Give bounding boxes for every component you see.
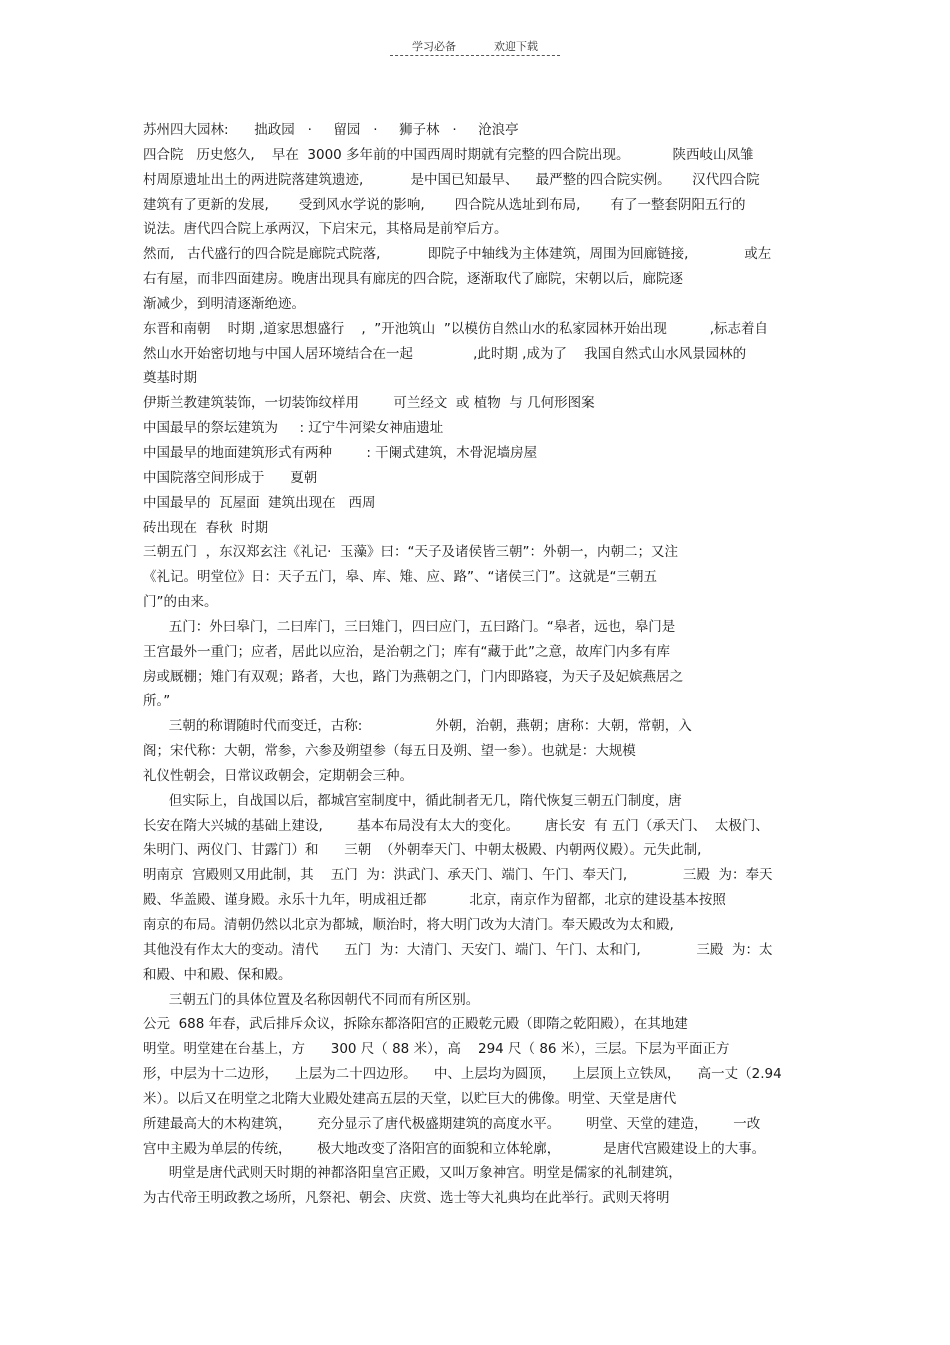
text-line: 四合院 历史悠久, 早在 3000 多年前的中国西周时期就有完整的四合院出现。 陕西岐山凤雏: [143, 146, 754, 163]
text-line: 公元 688 年春，武后排斥众议，拆除东都洛阳宫的正殿乾元殿（即隋之乾阳殿），在其地建: [143, 1016, 688, 1033]
text-line: 渐减少，到明清逐渐绝迹。: [143, 295, 305, 312]
text-line: 朱明门、两仪门、甘露门）和 三朝 （外朝奉天门、中朝太极殿、内朝两仪殿）。元失此制,: [143, 842, 702, 859]
text-line: 为古代帝王明政教之场所，凡祭祀、朝会、庆赏、选士等大礼典均在此举行。武则天将明: [143, 1190, 670, 1207]
text-line: 三朝五门的具体位置及名称因朝代不同而有所区别。: [143, 991, 480, 1008]
text-line: 但实际上，自战国以后，都城宫室制度中，循此制者无几，隋代恢复三朝五门制度，唐: [143, 792, 682, 809]
text-line: 说法。唐代四合院上承两汉，下启宋元，其格局是前窄后方。: [143, 221, 508, 238]
text-line: 中国最早的地面建筑形式有两种 : 干阑式建筑，木骨泥墙房屋: [143, 444, 538, 461]
text-line: 五门：外曰皋门，二曰库门，三曰雉门，四曰应门，五曰路门。“皋者，远也，皋门是: [143, 618, 676, 635]
text-line: 中国最早的 瓦屋面 建筑出现在 西周: [143, 494, 376, 511]
text-line: 村周原遗址出土的两进院落建筑遗迹, 是中国已知最早、 最严整的四合院实例。 汉代四合院: [143, 171, 760, 188]
text-line: 右有屋，而非四面建房。晚唐出现具有廊庑的四合院，逐渐取代了廊院，宋朝以后，廊院逐: [143, 271, 683, 288]
text-line: 长安在隋大兴城的基础上建设, 基本布局没有太大的变化。 唐长安 有 五门（承天门、 太极门、: [143, 817, 769, 834]
text-line: 三朝五门 ，东汉郑玄注《礼记· 玉藻》曰：“天子及诸侯皆三朝”：外朝一，内朝二；又注: [143, 544, 678, 561]
document-body: [143, 118, 805, 1211]
text-line: 所建最高大的木构建筑， 充分显示了唐代极盛期建筑的高度水平。 明堂、天堂的建造， 一改: [143, 1115, 761, 1132]
text-line: 明堂是唐代武则天时期的神都洛阳皇宫正殿，又叫万象神宫。明堂是儒家的礼制建筑，: [143, 1165, 682, 1182]
text-line: 建筑有了更新的发展, 受到风水学说的影响, 四合院从选址到布局, 有了一整套阴阳五行的: [143, 196, 746, 213]
text-line: 三朝的称谓随时代而变迁，古称: 外朝，治朝，燕朝；唐称：大朝，常朝，入: [143, 718, 692, 735]
text-line: 礼仪性朝会，日常议政朝会，定期朝会三种。: [143, 767, 413, 784]
text-line: 砖出现在 春秋 时期: [143, 519, 269, 536]
text-line: 中国最早的祭坛建筑为 : 辽宁牛河梁女神庙遗址: [143, 420, 444, 437]
text-line: 明堂。明堂建在台基上，方 300 尺（ 88 米），高 294 尺（ 86 米），三层。下层为平面正方: [143, 1041, 730, 1058]
text-line: 米）。以后又在明堂之北隋大业殿处建高五层的天堂，以贮巨大的佛像。明堂、天堂是唐代: [143, 1090, 677, 1107]
text-line: 阁；宋代称：大朝，常参，六参及朔望参（每五日及朔、望一参）。也就是：大规模: [143, 743, 636, 760]
text-line: 形，中层为十二边形， 上层为二十四边形。 中、上层均为圆顶， 上层顶上立铁凤， 高一丈（2.94: [143, 1066, 782, 1083]
text-line: 王宫最外一重门；应者，居此以应治，是治朝之门；库有“藏于此”之意，故库门内多有库: [143, 643, 670, 660]
text-line: 明南京 宫殿则又用此制，其 五门 为：洪武门、承天门、端门、午门、奉天门, 三殿 为：奉天: [143, 867, 773, 884]
text-line: 然而, 古代盛行的四合院是廊院式院落, 即院子中轴线为主体建筑，周围为回廊链接, 或左: [143, 246, 772, 263]
text-line: 宫中主殿为单层的传统， 极大地改变了洛阳宫的面貌和立体轮廓， 是唐代宫殿建设上的大事。: [143, 1140, 766, 1157]
text-line: 东晋和南朝 时期 ,道家思想盛行 , ”开池筑山 ”以模仿自然山水的私家园林开始出现 ,标志着自: [143, 320, 769, 337]
text-line: 伊斯兰教建筑装饰，一切装饰纹样用 可兰经文 或 植物 与 几何形图案: [143, 395, 595, 412]
text-line: 房或厩棚；雉门有双观；路者，大也，路门为燕朝之门，门内即路寝，为天子及妃嫔燕居之: [143, 668, 683, 685]
text-line: 门”的由来。: [143, 594, 218, 611]
text-line: 其他没有作太大的变动。清代 五门 为：大清门、天安门、端门、午门、太和门, 三殿 为：太: [143, 941, 773, 958]
text-line: 中国院落空间形成于 夏朝: [143, 469, 318, 486]
text-line: 和殿、中和殿、保和殿。: [143, 966, 292, 983]
text-line: 南京的布局。清朝仍然以北京为都城，顺治时，将大明门改为大清门。奉天殿改为太和殿,: [143, 917, 674, 933]
text-line: 《礼记。明堂位》日：天子五门，皋、库、雉、应、路”、“诸侯三门”。这就是“三朝五: [143, 569, 657, 586]
text-line: 苏州四大园林: 拙政园 · 留园 · 狮子林 · 沧浪亭: [143, 122, 519, 138]
text-line: 所。”: [143, 693, 171, 710]
text-line: 然山水开始密切地与中国人居环境结合在一起 ,此时期 ,成为了 我国自然式山水风景园林的: [143, 345, 747, 362]
header-right-text: 欢迎下载: [494, 40, 538, 53]
text-line: 奠基时期: [143, 370, 197, 387]
text-line: 殿、华盖殿、谨身殿。永乐十九年，明成祖迁都 北京，南京作为留都，北京的建设基本按照: [143, 892, 726, 909]
header-divider: [390, 55, 560, 56]
header-left-text: 学习必备: [412, 40, 456, 53]
page-header: [0, 38, 950, 54]
